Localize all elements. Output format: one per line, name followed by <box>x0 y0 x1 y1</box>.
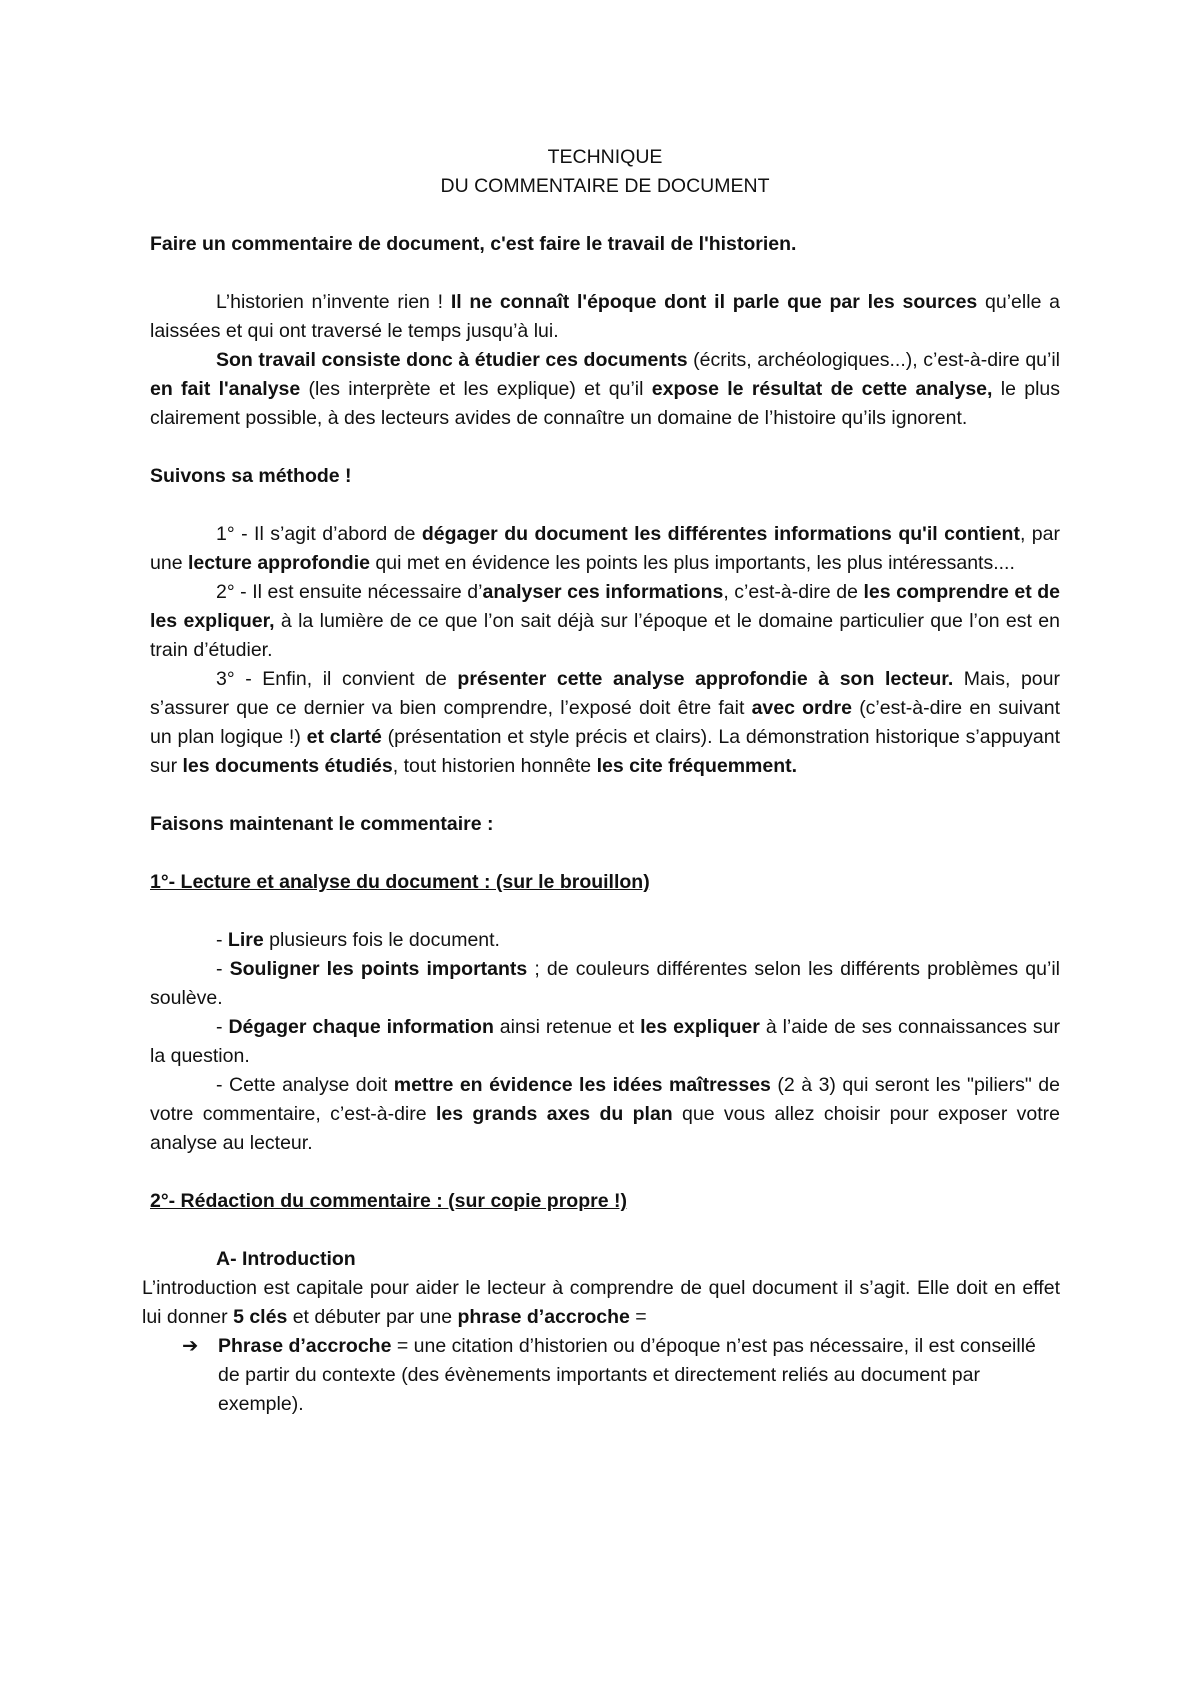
step-2-paragraph: 2° - Il est ensuite nécessaire d’analyser ces informations, c’est-à-dire de les comprendre et de les expliquer, à la lumière de ce que l’on sait déjà sur l’époque et le domaine particulier que l’on est en train d’étudier. <box>150 581 1061 661</box>
faisons-heading: Faisons maintenant le commentaire : <box>150 813 494 835</box>
section-2-heading: 2°- Rédaction du commentaire : (sur copie propre !) <box>150 1190 627 1212</box>
document-body <box>142 143 1061 1419</box>
bullet-analysis: - Cette analyse doit mettre en évidence les idées maîtresses (2 à 3) qui seront les "piliers" de votre commentaire, c’est-à-dire les grands axes du plan que vous allez choisir pour exposer votre analyse au lecteur. <box>150 1074 1060 1154</box>
title-line-1: TECHNIQUE <box>547 146 663 168</box>
section-1-heading: 1°- Lecture et analyse du document : (sur le brouillon) <box>150 871 650 893</box>
right-arrow-icon: ➔ <box>182 1335 199 1357</box>
step-3-paragraph: 3° - Enfin, il convient de présenter cette analyse approfondie à son lecteur. Mais, pour s’assurer que ce dernier va bien comprendre, l’exposé doit être fait avec ordre (c’est-à-dire en suivant un plan logique !) et clarté (présentation et style précis et clairs). La démonstration historique s’appuyant sur les documents étudiés, tout historien honnête les cite fréquemment. <box>150 668 1060 777</box>
method-heading: Suivons sa méthode ! <box>150 465 352 487</box>
paragraph-work: Son travail consiste donc à étudier ces documents (écrits, archéologiques...), c’est-à-dire qu’il en fait l'analyse (les interprète et les explique) et qu’il expose le résultat de cette analyse, le plus clairement possible, à des lecteurs avides de connaître un domaine de l’histoire qu’ils ignorent. <box>150 349 1061 429</box>
title-line-2: DU COMMENTAIRE DE DOCUMENT <box>440 175 770 197</box>
paragraph-historian: L’historien n’invente rien ! Il ne connaît l'époque dont il parle que par les sources qu’elle a laissées et qui ont traversé le temps jusqu’à lui. <box>150 291 1061 342</box>
step-1-paragraph: 1° - Il s’agit d’abord de dégager du document les différentes informations qu'il contient, par une lecture approfondie qui met en évidence les points les plus importants, les plus intéressants.... <box>150 523 1060 574</box>
introduction-heading: A- Introduction <box>216 1248 356 1270</box>
bullet-extract: - Dégager chaque information ainsi retenue et les expliquer à l’aide de ses connaissances sur la question. <box>150 1016 1060 1067</box>
introduction-paragraph: L’introduction est capitale pour aider le lecteur à comprendre de quel document il s’agit. Elle doit en effet lui donner 5 clés et débuter par une phrase d’accroche = <box>142 1277 1060 1328</box>
lead-sentence: Faire un commentaire de document, c'est faire le travail de l'historien. <box>150 233 797 255</box>
document-title <box>150 143 1060 201</box>
bullet-read: - Lire plusieurs fois le document. <box>216 929 500 951</box>
accroche-item: ➔ Phrase d’accroche = une citation d’historien ou d’époque n’est pas nécessaire, il est conseillé de partir du contexte (des évènements importants et directement reliés au document par exemple). <box>150 1332 1060 1419</box>
bullet-underline: - Souligner les points importants ; de couleurs différentes selon les différents problèmes qu’il soulève. <box>150 958 1060 1009</box>
